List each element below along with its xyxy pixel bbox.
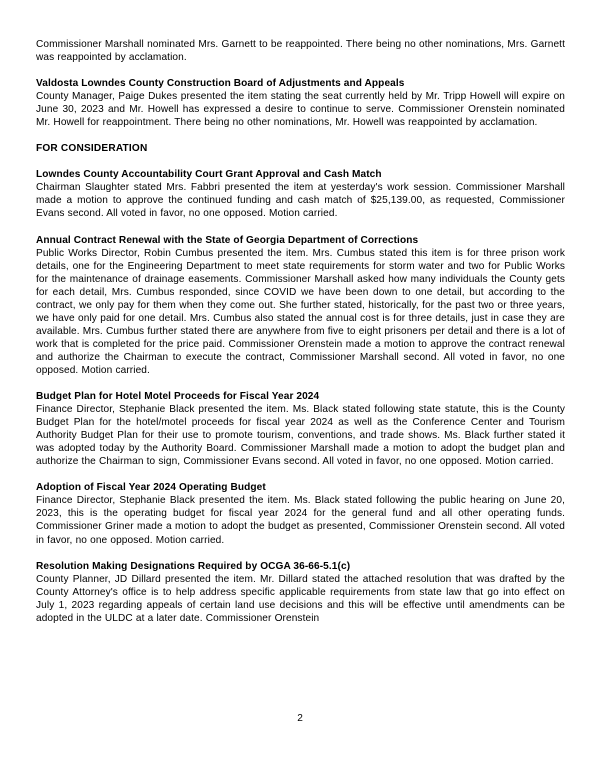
heading-annual-contract-renewal: Annual Contract Renewal with the State of Georgia Department of Corrections (36, 234, 419, 246)
paragraph-hotel-motel-budget-plan: Finance Director, Stephanie Black presented the item. Ms. Black stated following state statute, this is the County Budget Plan for the hotel/motel proceeds for fiscal year 2024 as well as the Conference Center and Tourism Authority Budget Plan for their use to promote tourism, conventions, and trade shows. Ms. Black further stated it was adopted today by the Authority Board. Commissioner Marshall made a motion to adopt the budget plan and authorize the Chairman to sign, Commissioner Evans second. All voted in favor, no one opposed. Motion carried. (36, 404, 565, 468)
document-body (36, 38, 565, 625)
paragraph-garnett-reappointment: Commissioner Marshall nominated Mrs. Garnett to be reappointed. There being no other nominations, Mrs. Garnett was reappointed by acclamation. (36, 39, 565, 64)
section-label-for-consideration: FOR CONSIDERATION (36, 143, 148, 155)
page-number: 2 (297, 713, 303, 724)
spacer (36, 64, 565, 77)
paragraph-operating-budget-adoption: Finance Director, Stephanie Black presented the item. Ms. Black stated following the public hearing on June 20, 2023, this is the operating budget for fiscal year 2024 for the general fund and all other operating funds. Commissioner Griner made a motion to adopt the budget as presented, Commissioner Orenstein second. All voted in favor, no one opposed. Motion carried. (36, 495, 565, 546)
heading-resolution-designations-ocga: Resolution Making Designations Required by OCGA 36-66-5.1(c) (36, 560, 351, 572)
heading-hotel-motel-budget-plan: Budget Plan for Hotel Motel Proceeds for Fiscal Year 2024 (36, 391, 320, 403)
paragraph-construction-board: County Manager, Paige Dukes presented the item stating the seat currently held by Mr. Tripp Howell will expire on June 30, 2023 and Mr. Howell has expressed a desire to continue to serve. Commissioner Orenstein nominated Mr. Howell for reappointment. There being no other nominations, Mr. Howell was reappointed by acclamation. (36, 91, 565, 129)
spacer (36, 221, 565, 234)
heading-construction-board: Valdosta Lowndes County Construction Board of Adjustments and Appeals (36, 78, 405, 90)
spacer (36, 377, 565, 390)
spacer (36, 547, 565, 560)
paragraph-annual-contract-renewal: Public Works Director, Robin Cumbus presented the item. Mrs. Cumbus stated this item is for three prison work details, one for the Engineering Department to meet state requirements for storm water and two for Public Works for the maintenance of drainage easements. Commissioner Marshall asked how many individuals the County gets for each detail, Mrs. Cumbus responded, since COVID we have been down to one detail, but according to the contract, we only pay for them when they come out. She further stated, historically, for the past two or three years, we have only paid for one detail. Mrs. Cumbus also stated the annual cost is for three details, just in case they are available. Mrs. Cumbus further stated there are anywhere from five to eight prisoners per detail and there is a lot of work that is completed for the price paid. Commissioner Orenstein made a motion to approve the contract renewal and authorize the Chairman to execute the contract, Commissioner Marshall second. All voted in favor, no one opposed. Motion carried. (36, 247, 565, 376)
heading-operating-budget-adoption: Adoption of Fiscal Year 2024 Operating Budget (36, 482, 266, 494)
spacer (36, 155, 565, 168)
heading-accountability-court-grant: Lowndes County Accountability Court Grant Approval and Cash Match (36, 169, 382, 181)
spacer (36, 468, 565, 481)
paragraph-resolution-designations-ocga: County Planner, JD Dillard presented the item. Mr. Dillard stated the attached resolution that was drafted by the County Attorney's office is to help address specific applicable requirements from state law that go into effect on July 1, 2023 regarding appeals of certain land use decisions and this will be effective until amendments can be adopted in the ULDC at a later date. Commissioner Orenstein (36, 573, 565, 624)
spacer (36, 129, 565, 142)
paragraph-accountability-court-grant: Chairman Slaughter stated Mrs. Fabbri presented the item at yesterday's work session. Commissioner Marshall made a motion to approve the continued funding and cash match of $25,139.00, as requested, Commissioner Evans second. All voted in favor, no one opposed. Motion carried. (36, 182, 565, 220)
